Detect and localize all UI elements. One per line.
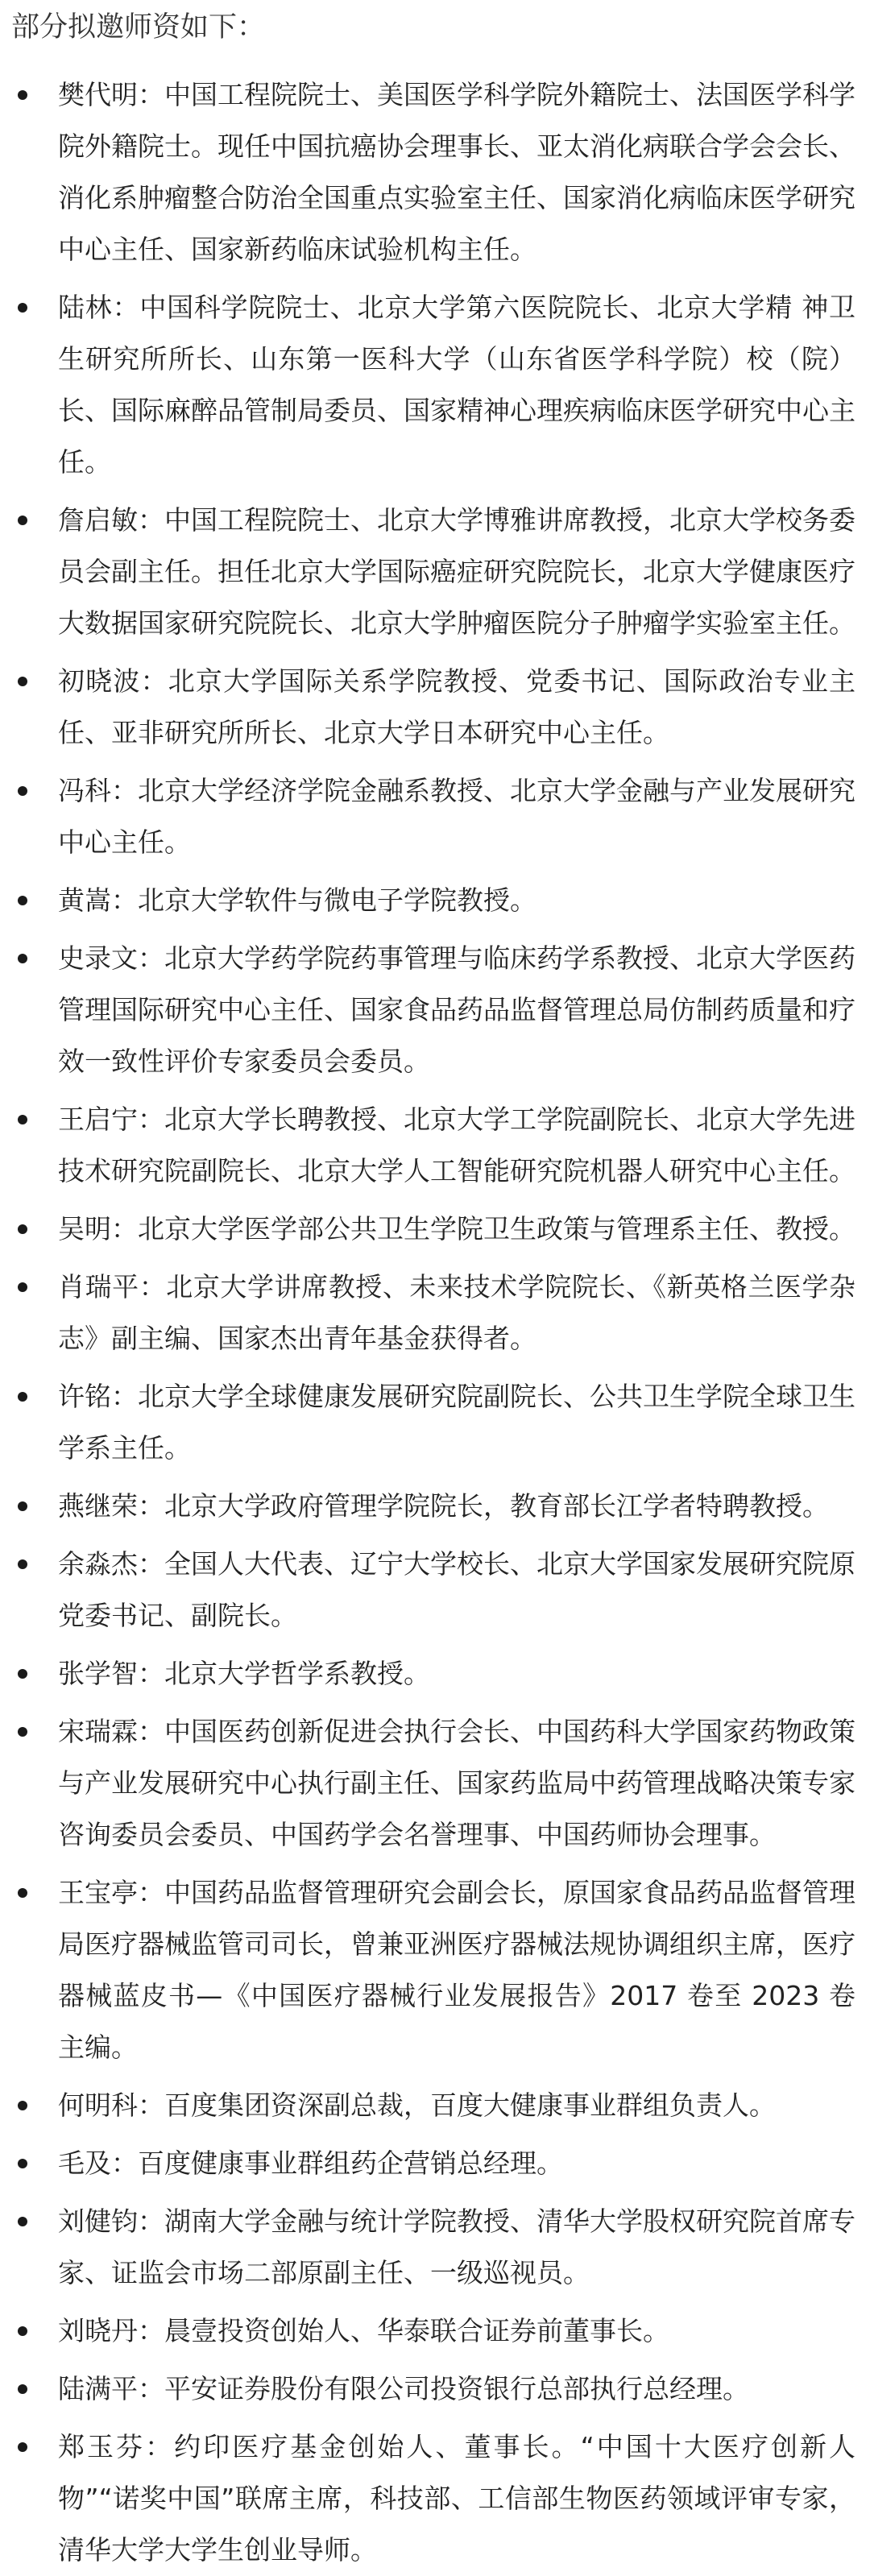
speaker-description: 全国人大代表、辽宁大学校长、北京大学国家发展研究院原党委书记、副院长。 — [58, 1548, 856, 1631]
bullet-icon — [18, 1224, 27, 1234]
name-separator: ： — [138, 1877, 164, 1908]
speaker-item — [11, 656, 856, 759]
speaker-description: 中国工程院院士、北京大学博雅讲席教授，北京大学校务委员会副主任。担任北京大学国际癌症研究院院长，北京大学健康医疗大数据国家研究院院长、北京大学肿瘤医院分子肿瘤学实验室主任。 — [58, 504, 856, 639]
name-separator: ： — [138, 79, 164, 110]
speaker-description: 北京大学政府管理学院院长，教育部长江学者特聘教授。 — [164, 1490, 829, 1522]
name-separator: ： — [111, 1381, 138, 1412]
name-separator: ： — [138, 2089, 164, 2121]
speaker-name: 黄嵩 — [58, 884, 111, 916]
bullet-icon — [18, 516, 27, 525]
speaker-item — [11, 495, 856, 649]
name-separator: ： — [139, 1271, 167, 1302]
speaker-description: 晨壹投资创始人、华泰联合证券前董事长。 — [164, 2315, 669, 2346]
bullet-icon — [18, 1501, 27, 1511]
bullet-icon — [18, 1559, 27, 1569]
speaker-name: 肖瑞平 — [58, 1271, 139, 1302]
name-separator: ： — [111, 884, 138, 916]
speaker-item — [11, 2138, 856, 2189]
bullet-icon — [18, 303, 27, 313]
name-separator: ： — [138, 1658, 164, 1689]
speaker-list — [11, 69, 856, 2576]
speaker-item — [11, 1481, 856, 1532]
speaker-description: 北京大学国际关系学院教授、党委书记、国际政治专业主任、亚非研究所所长、北京大学日本研究中心主任。 — [58, 665, 856, 748]
name-separator: ： — [145, 2431, 175, 2462]
bullet-icon — [18, 90, 27, 100]
speaker-item — [11, 933, 856, 1087]
speaker-description: 北京大学药学院药事管理与临床药学系教授、北京大学医药管理国际研究中心主任、国家食品药品监督管理总局仿制药质量和疗效一致性评价专家委员会委员。 — [58, 942, 856, 1077]
bullet-icon — [18, 1392, 27, 1402]
bullet-icon — [18, 1115, 27, 1124]
speaker-description: 中国工程院院士、美国医学科学院外籍院士、法国医学科学院外籍院士。现任中国抗癌协会理事长、亚太消化病联合学会会长、消化系肿瘤整合防治全国重点实验室主任、国家消化病临床医学研究中心主任、国家新药临床试验机构主任。 — [58, 79, 856, 265]
bullet-icon — [18, 1669, 27, 1679]
bullet-icon — [18, 2384, 27, 2394]
speaker-item — [11, 2421, 856, 2576]
bullet-icon — [18, 2442, 27, 2452]
speaker-description: 北京大学软件与微电子学院教授。 — [138, 884, 536, 916]
speaker-item — [11, 1867, 856, 2073]
speaker-name: 陆林 — [58, 292, 113, 323]
speaker-name: 燕继荣 — [58, 1490, 138, 1522]
speaker-description: 北京大学哲学系教授。 — [164, 1658, 430, 1689]
bullet-icon — [18, 786, 27, 796]
speaker-name: 樊代明 — [58, 79, 138, 110]
name-separator: ： — [140, 665, 168, 697]
speaker-description: 北京大学医学部公共卫生学院卫生政策与管理系主任、教授。 — [138, 1213, 856, 1245]
name-separator: ： — [138, 1548, 164, 1580]
bullet-icon — [18, 2101, 27, 2110]
name-separator: ： — [138, 2373, 164, 2404]
speaker-item — [11, 282, 856, 488]
speaker-name: 初晓波 — [58, 665, 141, 697]
speaker-description: 湖南大学金融与统计学院教授、清华大学股权研究院首席专家、证监会市场二部原副主任、一级巡视员。 — [58, 2205, 856, 2288]
speaker-item — [11, 1203, 856, 1255]
speaker-description: 中国科学院院士、北京大学第六医院院长、北京大学精 神卫生研究所所长、山东第一医科大学（山东省医学科学院）校（院）长、国际麻醉品管制局委员、国家精神心理疾病临床医学研究中心主任。 — [58, 292, 856, 478]
section-heading: 部分拟邀师资如下： — [11, 11, 266, 43]
bullet-icon — [18, 954, 27, 963]
speaker-name: 张学智 — [58, 1658, 138, 1689]
speaker-item — [11, 875, 856, 926]
name-separator: ： — [111, 1213, 138, 1245]
name-separator: ： — [138, 1716, 164, 1747]
speaker-description: 北京大学长聘教授、北京大学工学院副院长、北京大学先进技术研究院副院长、北京大学人工智能研究院机器人研究中心主任。 — [58, 1104, 856, 1187]
name-separator: ： — [112, 292, 140, 323]
speaker-name: 刘晓丹 — [58, 2315, 138, 2346]
bullet-icon — [18, 2326, 27, 2336]
name-separator: ： — [138, 2205, 164, 2237]
speaker-name: 郑玉芬 — [58, 2431, 146, 2462]
speaker-name: 詹启敏 — [58, 504, 138, 536]
speaker-item — [11, 1539, 856, 1642]
speaker-name: 刘健钧 — [58, 2205, 138, 2237]
speaker-item — [11, 2080, 856, 2131]
speaker-name: 毛及 — [58, 2147, 111, 2179]
speaker-name: 许铭 — [58, 1381, 111, 1412]
speaker-description: 百度集团资深副总裁，百度大健康事业群组负责人。 — [164, 2089, 776, 2121]
speaker-name: 王启宁 — [58, 1104, 138, 1135]
speaker-item — [11, 2305, 856, 2357]
speaker-item — [11, 2363, 856, 2415]
speaker-name: 何明科 — [58, 2089, 138, 2121]
speaker-name: 宋瑞霖 — [58, 1716, 138, 1747]
speaker-description: 平安证券股份有限公司投资银行总部执行总经理。 — [164, 2373, 749, 2404]
bullet-icon — [18, 2217, 27, 2226]
bullet-icon — [18, 1282, 27, 1292]
name-separator: ： — [138, 1490, 164, 1522]
speaker-description: 北京大学经济学院金融系教授、北京大学金融与产业发展研究中心主任。 — [58, 775, 856, 858]
speaker-item — [11, 1094, 856, 1197]
speaker-item — [11, 1706, 856, 1861]
name-separator: ： — [138, 2315, 164, 2346]
speaker-description: 北京大学讲席教授、未来技术学院院长、《新英格兰医学杂志》副主编、国家杰出青年基金获得者。 — [58, 1271, 856, 1354]
name-separator: ： — [138, 1104, 164, 1135]
speaker-name: 冯科 — [58, 775, 111, 806]
name-separator: ： — [138, 504, 164, 536]
speaker-item — [11, 2196, 856, 2299]
speaker-description: 约印医疗基金创始人、董事长。“中国十大医疗创新人物”“诺奖中国”联席主席，科技部、工信部生物医药领域评审专家，清华大学大学生创业导师。 — [58, 2431, 856, 2566]
speaker-description: 中国药品监督管理研究会副会长，原国家食品药品监督管理局医疗器械监管司司长，曾兼亚洲医疗器械法规协调组织主席，医疗器械蓝皮书—《中国医疗器械行业发展报告》2017 卷至 2023 卷主编。 — [58, 1877, 856, 2063]
speaker-name: 陆满平 — [58, 2373, 138, 2404]
speaker-description: 百度健康事业群组药企营销总经理。 — [138, 2147, 563, 2179]
speaker-description: 中国医药创新促进会执行会长、中国药科大学国家药物政策与产业发展研究中心执行副主任、国家药监局中药管理战略决策专家咨询委员会委员、中国药学会名誉理事、中国药师协会理事。 — [58, 1716, 856, 1850]
bullet-icon — [18, 677, 27, 686]
speaker-item — [11, 1261, 856, 1365]
bullet-icon — [18, 2159, 27, 2168]
bullet-icon — [18, 1727, 27, 1737]
speaker-description: 北京大学全球健康发展研究院副院长、公共卫生学院全球卫生学系主任。 — [58, 1381, 856, 1464]
bullet-icon — [18, 896, 27, 905]
speaker-name: 史录文 — [58, 942, 138, 974]
bullet-icon — [18, 1888, 27, 1898]
speaker-item — [11, 1648, 856, 1700]
speaker-name: 王宝亭 — [58, 1877, 138, 1908]
speaker-name: 吴明 — [58, 1213, 111, 1245]
speaker-item — [11, 765, 856, 868]
speaker-item — [11, 1371, 856, 1474]
name-separator: ： — [111, 2147, 138, 2179]
speaker-item — [11, 69, 856, 275]
speaker-name: 余淼杰 — [58, 1548, 138, 1580]
name-separator: ： — [111, 775, 138, 806]
name-separator: ： — [138, 942, 164, 974]
